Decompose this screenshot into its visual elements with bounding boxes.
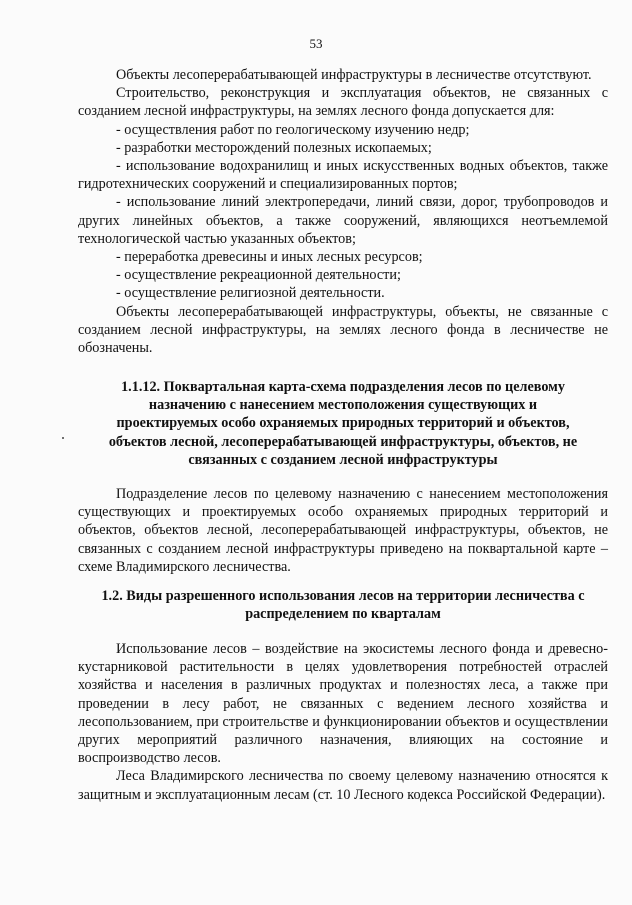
list-item: - осуществления работ по геологическому изучению недр; <box>116 121 470 138</box>
text-block-forest-use <box>78 640 608 804</box>
list-item: - переработка древесины и иных лесных ресурсов; <box>116 249 423 266</box>
heading-line: объектов лесной, лесоперерабатывающей инфраструктуры, объектов, не <box>108 433 578 450</box>
section-heading-1-1-12 <box>78 378 608 469</box>
heading-line: связанных с созданием лесной инфраструктуры <box>188 451 498 468</box>
paragraph: Использование лесов – воздействие на экосистемы лесного фонда и древесно-кустарниковой растительности в целях удовлетворения потребностей отраслей хозяйства и населения в различных продуктах и полезностях леса, а также при проведении в лесу работ, не связанных с ведением лесного хозяйства и лесопользованием, при строительстве и функционировании объектов и осуществлении других мероприятий различного назначения, влияющих на состояние и воспроизводство лесов. <box>78 641 608 767</box>
list-item: - разработки месторождений полезных ископаемых; <box>116 139 432 156</box>
heading-line: распределением по кварталам <box>245 606 441 623</box>
text-block-map-scheme <box>78 485 608 576</box>
heading-line: назначению с нанесением местоположения существующих и <box>148 397 538 414</box>
list-item: - осуществление религиозной деятельности. <box>116 285 385 302</box>
heading-line: проектируемых особо охраняемых природных территорий и объектов, <box>116 415 570 432</box>
paragraph: Объекты лесоперерабатывающей инфраструктуры, объекты, не связанные с созданием лесной инфраструктуры, на землях лесного фонда в лесничестве не обозначены. <box>78 303 608 357</box>
text-block-infrastructure <box>78 66 608 357</box>
list-item: - осуществление рекреационной деятельности; <box>116 267 401 284</box>
heading-line: 1.1.12. Поквартальная карта-схема подразделения лесов по целевому <box>121 379 565 395</box>
paragraph: Леса Владимирского лесничества по своему целевому назначению относятся к защитным и эксплуатационным лесам (ст. 10 Лесного кодекса Российской Федерации). <box>78 768 608 803</box>
section-heading-1-2 <box>78 587 608 623</box>
paragraph: Объекты лесоперерабатывающей инфраструктуры в лесничестве отсутствуют. <box>116 67 592 83</box>
list-item: - использование линий электропередачи, линий связи, дорог, трубопроводов и других линейных объектов, а также сооружений, являющихся неотъемлемой технологической частью указанных объектов; <box>78 194 608 247</box>
paragraph: Подразделение лесов по целевому назначению с нанесением местоположения существующих и проектируемых особо охраняемых природных территорий и объектов, объектов лесной, лесоперерабатывающей инфраструктуры, объектов, не связанных с созданием лесной инфраструктуры приведено на поквартальной карте – схеме Владимирского лесничества. <box>78 486 608 575</box>
paragraph: Строительство, реконструкция и эксплуатация объектов, не связанных с созданием лесной инфраструктуры, на землях лесного фонда допускается для: <box>78 85 608 120</box>
list-item: - использование водохранилищ и иных искусственных водных объектов, также гидротехнических сооружений и специализированных портов; <box>78 158 608 193</box>
scan-dot <box>62 437 64 439</box>
heading-line: 1.2. Виды разрешенного использования лесов на территории лесничества с <box>101 588 585 604</box>
page-number: 53 <box>309 36 323 51</box>
